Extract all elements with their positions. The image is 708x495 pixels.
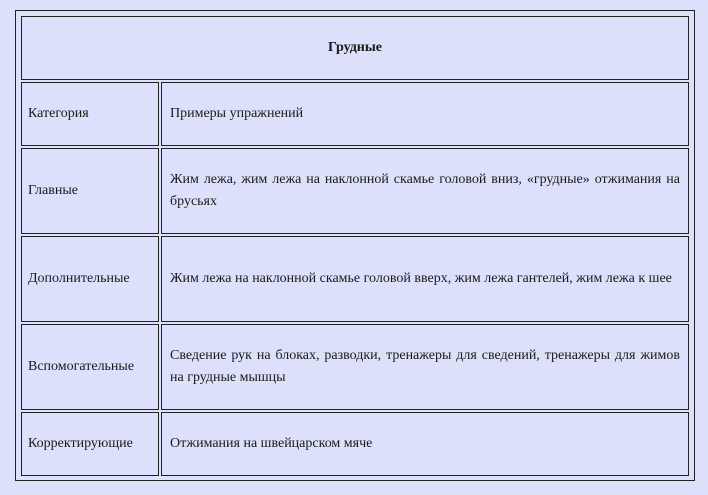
examples-cell: Жим лежа, жим лежа на наклонной скамье головой вниз, «грудные» отжимания на брусьях <box>161 148 689 234</box>
table-row <box>21 324 689 410</box>
table-row <box>21 148 689 234</box>
examples-cell: Сведение рук на блоках, разводки, тренажеры для сведений, тренажеры для жимов на грудные мышцы <box>161 324 689 410</box>
exercise-table <box>19 14 691 478</box>
table-row <box>21 236 689 322</box>
table-row <box>21 82 689 146</box>
examples-cell: Отжимания на швейцарском мяче <box>161 412 689 476</box>
table-title: Грудные <box>21 16 689 80</box>
category-cell: Вспомогательные <box>21 324 159 410</box>
category-cell: Главные <box>21 148 159 234</box>
category-cell: Корректирующие <box>21 412 159 476</box>
category-cell: Категория <box>21 82 159 146</box>
category-cell: Дополнительные <box>21 236 159 322</box>
examples-cell: Примеры упражнений <box>161 82 689 146</box>
examples-cell: Жим лежа на наклонной скамье головой вверх, жим лежа гантелей, жим лежа к шее <box>161 236 689 322</box>
table-row <box>21 412 689 476</box>
table-title-row <box>21 16 689 80</box>
exercise-table-frame <box>15 10 695 481</box>
